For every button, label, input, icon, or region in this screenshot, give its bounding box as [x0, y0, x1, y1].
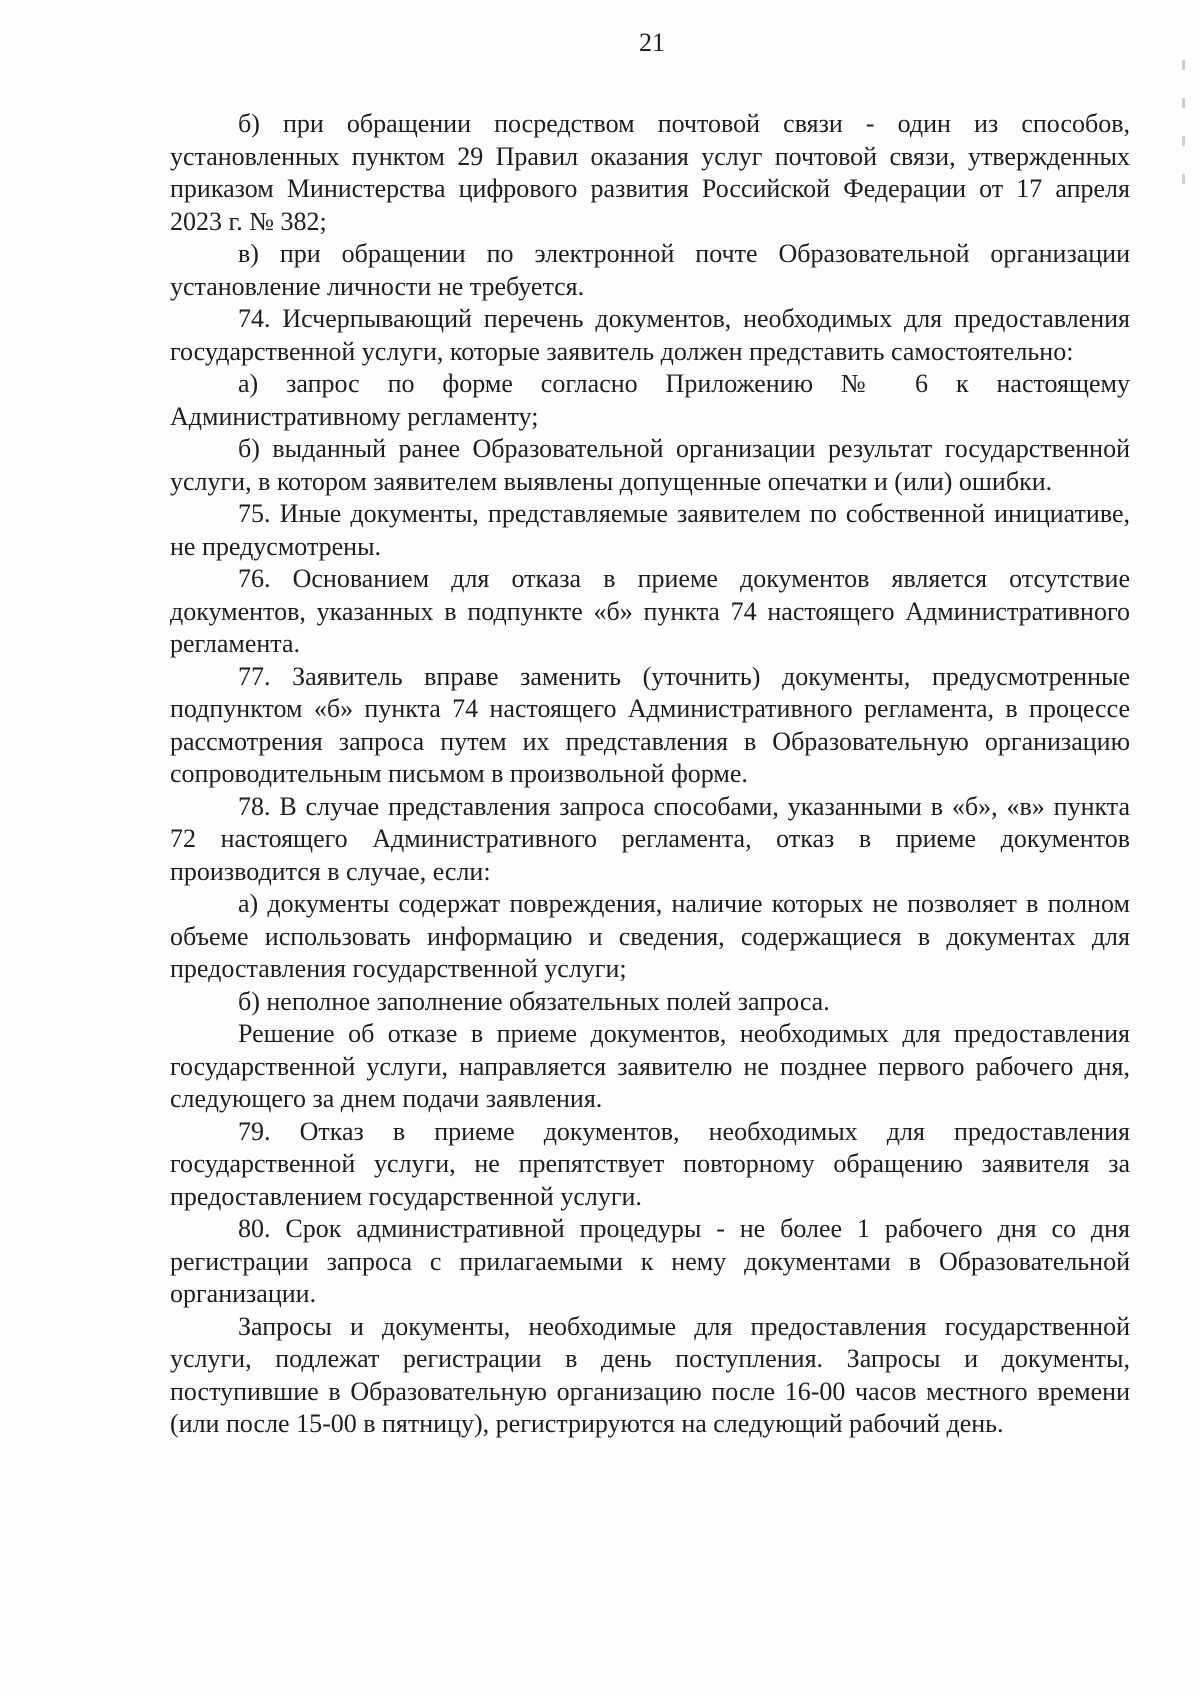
document-body — [170, 108, 1130, 1441]
scan-edge-marks — [1182, 60, 1186, 260]
paragraph-b-postal: б) при обращении посредством почтовой связи - один из способов, установленных пунктом 29 Правил оказания услуг почтовой связи, утвержденных приказом Министерства цифрового развития Российской Федерации от 17 апреля 2023 г. № 382; — [170, 109, 1130, 236]
paragraph-79: 79. Отказ в приеме документов, необходимых для предоставления государственной услуги, не препятствует повторному обращению заявителя за предоставлением государственной услуги. — [170, 1116, 1130, 1211]
page-number: 21 — [639, 28, 665, 57]
paragraph-80: 80. Срок административной процедуры - не более 1 рабочего дня со дня регистрации запроса с прилагаемыми к нему документами в Образовательной организации. — [170, 1214, 1130, 1308]
paragraph-refusal-decision: Решение об отказе в приеме документов, необходимых для предоставления государственной услуги, направляется заявителю не позднее первого рабочего дня, следующего за днем подачи заявления. — [170, 1019, 1130, 1113]
scan-mark — [1182, 136, 1185, 146]
scan-mark — [1182, 60, 1185, 70]
paragraph-78: 78. В случае представления запроса способами, указанными в «б», «в» пункта 72 настоящего Административного регламента, отказ в приеме документов производится в случае, если: — [170, 791, 1130, 886]
paragraph-74-a: а) запрос по форме согласно Приложению № 6 к настоящему Административному регламенту; — [170, 369, 1130, 431]
paragraph-74-b: б) выданный ранее Образовательной организации результат государственной услуги, в котором заявителем выявлены допущенные опечатки и (или) ошибки. — [170, 434, 1130, 496]
scan-mark — [1182, 174, 1185, 184]
paragraph-77: 77. Заявитель вправе заменить (уточнить) документы, предусмотренные подпунктом «б» пункта 74 настоящего Административного регламента, в процессе рассмотрения запроса путем их представления в Образовательную организацию сопроводительным письмом в произвольной форме. — [170, 661, 1130, 788]
paragraph-78-a: а) документы содержат повреждения, наличие которых не позволяет в полном объеме использовать информацию и сведения, содержащиеся в документах для предоставления государственной услуги; — [170, 889, 1130, 983]
scan-mark — [1182, 98, 1185, 108]
paragraph-75: 75. Иные документы, представляемые заявителем по собственной инициативе, не предусмотрены. — [170, 499, 1130, 561]
paragraph-74: 74. Исчерпывающий перечень документов, необходимых для предоставления государственной услуги, которые заявитель должен представить самостоятельно: — [170, 304, 1130, 366]
paragraph-78-b: б) неполное заполнение обязательных полей запроса. — [238, 986, 830, 1016]
paragraph-76: 76. Основанием для отказа в приеме документов является отсутствие документов, указанных в подпункте «б» пункта 74 настоящего Административного регламента. — [170, 564, 1130, 658]
paragraph-v-email: в) при обращении по электронной почте Образовательной организации установление личности не требуется. — [170, 239, 1130, 301]
paragraph-registration: Запросы и документы, необходимые для предоставления государственной услуги, подлежат регистрации в день поступления. Запросы и документы, поступившие в Образовательную организацию после 16-00 часов местного времени (или после 15-00 в пятницу), регистрируются на следующий рабочий день. — [170, 1311, 1130, 1438]
